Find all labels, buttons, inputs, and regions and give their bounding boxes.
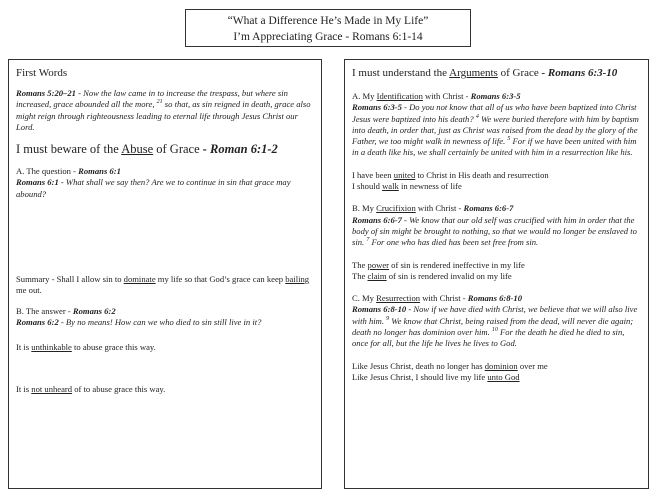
- unheard-statement: It is not unheard of to abuse grace this way.: [16, 383, 166, 394]
- identification-passage: Romans 6:3-5 - Do you not know that all of us who have been baptized into Christ Jesus were baptized into his death? $^4$ We were buried therefore with him by baptism into death, in order that, just as Christ was raised from the dead by the glory of the Father, we too might walk in newness of life. $^5$ For if we have been united with him in a death like his, we shall certainly be united with him in a resurrection like his.: [352, 102, 639, 158]
- power-statement: The power of sin is rendered ineffective in my life: [352, 259, 525, 270]
- first-words-heading: First Words: [16, 67, 68, 79]
- question-passage: Romans 6:1 - What shall we say then? Are we to continue in sin that grace may abound?: [16, 177, 291, 199]
- left-column: [8, 59, 322, 489]
- dominion-statement: Like Jesus Christ, death no longer has dominion over me: [352, 360, 548, 371]
- first-words-ref: Romans 5:20–21: [16, 88, 76, 98]
- resurrection-label: C. My Resurrection with Christ - Romans 6:8-10: [352, 293, 522, 304]
- title-line-1: “What a Difference He’s Made in My Life”: [227, 15, 429, 27]
- abuse-heading: I must beware of the Abuse of Grace - Roman 6:1-2: [16, 142, 278, 157]
- resurrection-passage: Romans 6:8-10 - Now if we have died with Christ, we believe that we will also live with him. $^9$ We know that Christ, being raised from the dead, will never die again; death no longer has dominion over him. $^{10}$ For the death he died he died to sin, once for all, but the life he lives he lives to God.: [352, 304, 638, 349]
- unthinkable-statement: It is unthinkable to abuse grace this way.: [16, 342, 156, 353]
- crucifixion-label: B. My Crucifixion with Christ - Romans 6:6-7: [352, 203, 514, 214]
- walk-statement: I should walk in newness of life: [352, 181, 462, 192]
- right-column: [344, 59, 649, 489]
- answer-label: B. The answer - Romans 6:2: [16, 305, 116, 316]
- first-words-passage: Romans 5:20–21 - Now the law came in to increase the trespass, but where sin increased, grace abounded all the more, $^{21}$ so that, as sin reigned in death, grace also might reign through righteousness leading to eternal life through Jesus Christ our Lord.: [16, 88, 311, 132]
- question-label: A. The question - Romans 6:1: [16, 166, 121, 177]
- title-box: [185, 9, 471, 47]
- answer-passage: Romans 6:2 - By no means! How can we who died to sin still live in it?: [16, 316, 262, 327]
- united-statement: I have been united to Christ in His death and resurrection: [352, 169, 549, 180]
- arguments-heading: I must understand the Arguments of Grace - Romans 6:3-10: [352, 67, 618, 79]
- summary-text: Summary - Shall I allow sin to dominate my life so that God’s grace can keep bailing me out.: [16, 274, 310, 296]
- crucifixion-passage: Romans 6:6-7 - We know that our old self was crucified with him in order that the body of sin might be brought to nothing, so that we would no longer be enslaved to sin. $^7$ For one who has died has been set free from sin.: [352, 214, 637, 248]
- identification-label: A. My Identification with Christ - Romans 6:3-5: [352, 91, 521, 101]
- unto-god-statement: Like Jesus Christ, I should live my life unto God: [352, 371, 520, 382]
- title-line-2: I’m Appreciating Grace - Romans 6:1-14: [233, 31, 423, 43]
- claim-statement: The claim of sin is rendered invalid on my life: [352, 270, 512, 281]
